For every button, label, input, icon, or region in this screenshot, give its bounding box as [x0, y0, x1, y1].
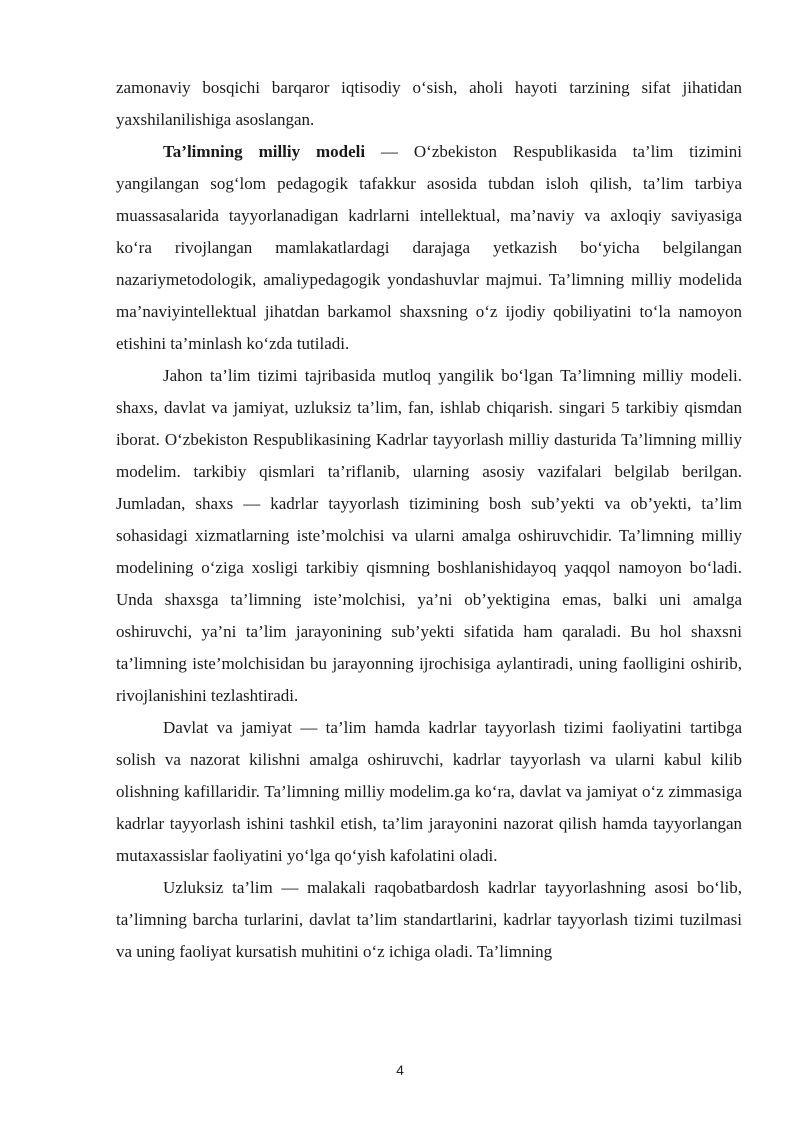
paragraph-text: Jahon ta’lim tizimi tajribasida mutloq yangilik bo‘lgan Ta’limning milliy modeli. shaxs, davlat va jamiyat, uzluksiz ta’lim, fan, ishlab chiqarish. singari 5 tarkibiy qismdan iborat. O‘zbekiston Respublikasining Kadrlar tayyorlash milliy dasturida Ta’limning milliy modelim. tarkibiy qismlari ta’riflanib, ularning asosiy vazifalari belgilab berilgan. Jumladan, shaxs — kadrlar tayyorlash tizimining bosh sub’yekti va ob’yekti, ta’lim sohasidagi xizmatlarning iste’molchisi va ularni amalga oshiruvchidir. Ta’limning milliy modelining o‘ziga xosligi tarkibiy qismning boshlanishidayoq yaqqol namoyon bo‘ladi. Unda shaxsga ta’limning iste’molchisi, ya’ni ob’yektigina emas, balki uni amalga oshiruvchi, ya’ni ta’lim jarayonining sub’yekti sifatida ham qaraladi. Bu hol shaxsni ta’limning iste’molchisidan bu jarayonning ijrochisiga aylantiradi, uning faolligini oshirib, rivojlanishini tezlashtiradi.	[116, 366, 742, 705]
paragraph-text: — O‘zbekiston Respublikasida ta’lim tizimini yangilangan sog‘lom pedagogik tafakkur asosida tubdan isloh qilish, ta’lim tarbiya muassasalarida tayyorlanadigan kadrlarni intellektual, ma’naviy va axloqiy saviyasiga ko‘ra rivojlangan mamlakatlardagi darajaga yetkazish bo‘yicha belgilangan nazariymetodologik, amaliypedagogik yondashuvlar majmui. Ta’limning milliy modelida ma’naviyintellektual jihatdan barkamol shaxsning o‘z ijodiy qobiliyatini to‘la namoyon etishini ta’minlash ko‘zda tutiladi.	[116, 142, 743, 353]
paragraph-text: zamonaviy bosqichi barqaror iqtisodiy o‘sish, aholi hayoti tarzining sifat jihatidan yaxshilanilishiga asoslangan.	[116, 78, 742, 129]
page-number: 4	[396, 1062, 404, 1078]
paragraph-text: Uzluksiz ta’lim — malakali raqobatbardosh kadrlar tayyorlashning asosi bo‘lib, ta’limning barcha turlarini, davlat ta’lim standartlarini, kadrlar tayyorlash tizimi tuzilmasi va uning faoliyat kursatish muhitini o‘z ichiga oladi. Ta’limning	[116, 878, 742, 961]
paragraph-continuation	[116, 72, 742, 136]
paragraph-text: Davlat va jamiyat — ta’lim hamda kadrlar tayyorlash tizimi faoliyatini tartibga solish va nazorat kilishni amalga oshiruvchi, kadrlar tayyorlash va ularni kabul kilib olishning kafillaridir. Ta’limning milliy modelim.ga ko‘ra, davlat va jamiyat o‘z zimmasiga kadrlar tayyorlash ishini tashkil etish, ta’lim jarayonini nazorat qilish hamda tayyorlangan mutaxassislar faoliyatini yo‘lga qo‘yish kafolatini oladi.	[116, 718, 742, 865]
paragraph-national-model-definition	[116, 136, 742, 360]
paragraph-model-components	[116, 360, 742, 712]
paragraph-continuous-education	[116, 872, 742, 968]
defined-term: Ta’limning milliy modeli	[163, 142, 366, 161]
paragraph-state-and-society	[116, 712, 742, 872]
document-page	[116, 72, 742, 968]
